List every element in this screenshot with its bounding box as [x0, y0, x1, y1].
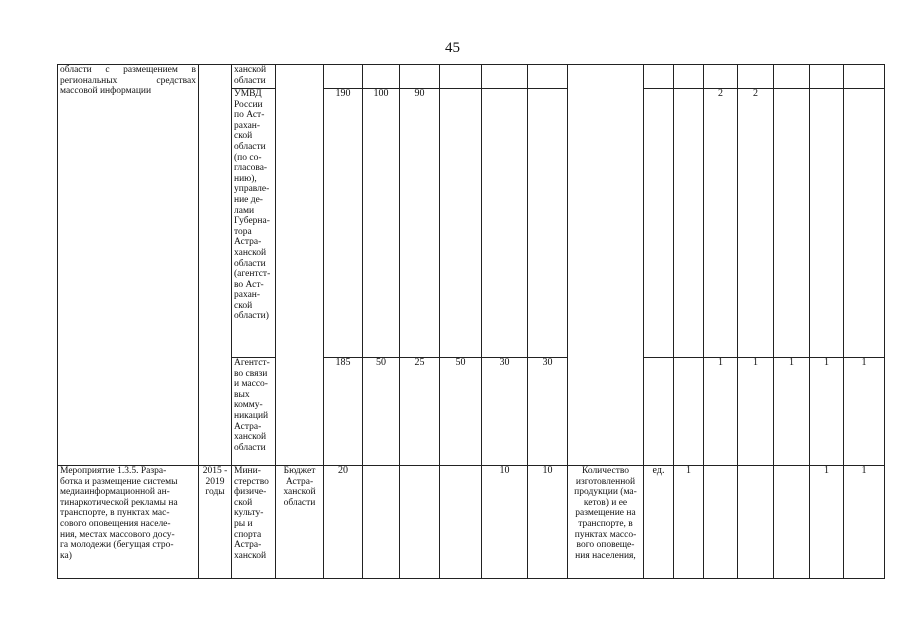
cell-line: ры и — [234, 518, 253, 529]
event-continued-cell: области с размещением в региональных средствах массовой информации — [58, 65, 199, 466]
year-2018-cell: 10 — [482, 466, 528, 579]
ind-2019-cell: 1 — [844, 466, 885, 579]
cell-line: транспорте, в — [578, 518, 633, 529]
indicator-cell — [568, 65, 644, 466]
cell-line: физиче- — [234, 487, 267, 498]
base-cell: 1 — [674, 466, 704, 579]
cell-line: ханской — [283, 487, 316, 498]
ind-2015-cell: 2 — [704, 89, 738, 358]
indicator-cell — [568, 466, 644, 579]
cell-line: ние де- — [234, 194, 263, 205]
ind-2015-cell — [704, 466, 738, 579]
total-cell: 190 — [324, 89, 363, 358]
year-2018-cell — [482, 89, 528, 358]
cell-line: вых — [234, 389, 250, 400]
ind-2016-cell: 2 — [738, 89, 774, 358]
cell-line: 2019 — [205, 476, 225, 487]
cell-line: ханской — [234, 247, 267, 258]
cell-line: нию), — [234, 173, 257, 184]
cell-line: (агентст- — [234, 269, 271, 280]
cell-line: сового оповещения населе- — [60, 518, 171, 529]
unit-cell: ед. — [644, 466, 674, 579]
ind-2017-cell — [774, 89, 810, 358]
cell-line: вого оповеще- — [576, 540, 635, 551]
year-2019-cell: 30 — [528, 358, 568, 466]
cell-line: спорта — [234, 529, 262, 540]
year-2019-cell: 10 — [528, 466, 568, 579]
year-2015-cell: 100 — [363, 89, 400, 358]
ind-2018-cell: 1 — [810, 358, 844, 466]
cell-line: области — [283, 497, 316, 508]
cell-line: ской — [234, 497, 253, 508]
period-cell — [199, 466, 232, 579]
executor-cell: ханской области — [232, 65, 276, 89]
base-cell — [674, 89, 704, 358]
unit-cell — [644, 358, 674, 466]
cell-line: во Аст- — [234, 279, 264, 290]
ind-2016-cell — [738, 466, 774, 579]
ind-2017-cell: 1 — [774, 358, 810, 466]
cell-line: ботка и размещение системы — [60, 476, 178, 487]
cell-line: УМВД — [234, 89, 262, 99]
program-table — [57, 64, 885, 579]
cell-line: области — [234, 141, 266, 152]
year-2016-cell: 90 — [400, 89, 440, 358]
cell-line: никаций — [234, 410, 269, 421]
year-2015-cell — [363, 466, 400, 579]
cell-line: ка) — [60, 550, 72, 561]
cell-line: ния населения, — [575, 550, 636, 561]
cell-line: размещение на — [575, 508, 636, 519]
cell-line: Астра- — [285, 476, 314, 487]
cell-line: комму- — [234, 400, 263, 411]
cell-line: управле- — [234, 184, 270, 195]
event-cell — [58, 466, 199, 579]
cell-line: транспорте, в пунктах мас- — [60, 508, 170, 519]
cell-line: Астра- — [234, 540, 262, 551]
cell-line: стерство — [234, 476, 269, 487]
ind-2016-cell: 1 — [738, 358, 774, 466]
cell-line: и массо- — [234, 379, 268, 390]
cell-line: Агентст- — [234, 358, 270, 368]
cell-line: лами — [234, 205, 255, 216]
executor-cell — [232, 89, 276, 358]
ind-2018-cell: 1 — [810, 466, 844, 579]
cell-line: 2015 - — [202, 466, 228, 476]
page-number: 45 — [445, 40, 460, 56]
cell-line: гласова- — [234, 163, 268, 174]
year-2015-cell: 50 — [363, 358, 400, 466]
cell-line: рахан- — [234, 120, 261, 131]
cell-line: га молодежи (бегущая стро- — [60, 540, 174, 551]
ind-2017-cell — [774, 466, 810, 579]
ind-2015-cell: 1 — [704, 358, 738, 466]
total-cell: 185 — [324, 358, 363, 466]
period-cell — [199, 65, 232, 466]
base-cell — [674, 358, 704, 466]
year-2016-cell — [400, 466, 440, 579]
table-row — [58, 65, 885, 89]
cell-line: Бюджет — [283, 466, 316, 476]
executor-cell — [232, 358, 276, 466]
cell-line: по Аст- — [234, 110, 265, 121]
cell-line: рахан- — [234, 290, 261, 301]
year-2017-cell: 50 — [440, 358, 482, 466]
cell-line: годы — [205, 487, 225, 498]
cell-line: области — [234, 442, 266, 453]
ind-2018-cell — [810, 89, 844, 358]
cell-line: тора — [234, 226, 252, 237]
cell-line: области — [234, 258, 266, 269]
year-2016-cell: 25 — [400, 358, 440, 466]
cell-line: Астра- — [234, 421, 262, 432]
cell-line: ханской — [234, 432, 267, 443]
source-cell — [276, 466, 324, 579]
cell-line: культу- — [234, 508, 264, 519]
cell-line: Количество — [581, 466, 630, 476]
cell-line: ния, местах массового досу- — [60, 529, 175, 540]
cell-line: России — [234, 99, 263, 110]
cell-line: тинаркотической рекламы на — [60, 497, 178, 508]
table-row — [58, 466, 885, 579]
cell-line: продукции (ма- — [574, 487, 637, 498]
year-2018-cell: 30 — [482, 358, 528, 466]
cell-line: Губерна- — [234, 216, 270, 227]
unit-cell — [644, 89, 674, 358]
cell-line: ской — [234, 300, 253, 311]
year-2019-cell — [528, 89, 568, 358]
cell-line: Мероприятие 1.3.5. Разра- — [60, 466, 167, 476]
total-cell: 20 — [324, 466, 363, 579]
cell-line: пунктах массо- — [574, 529, 637, 540]
year-2017-cell — [440, 466, 482, 579]
cell-line: медиаинформационной ан- — [60, 487, 170, 498]
cell-line: Астра- — [234, 237, 262, 248]
cell-line: ханской — [234, 550, 267, 561]
cell-line: области) — [234, 311, 269, 322]
cell-line: ской — [234, 131, 253, 142]
cell-line: Мини- — [234, 466, 261, 476]
cell-line: изготовленной — [575, 476, 636, 487]
executor-cell — [232, 466, 276, 579]
cell-line: во связи — [234, 368, 268, 379]
cell-line: (по со- — [234, 152, 262, 163]
source-cell — [276, 65, 324, 466]
year-2017-cell — [440, 89, 482, 358]
ind-2019-cell — [844, 89, 885, 358]
cell-line: кетов) и ее — [583, 497, 628, 508]
ind-2019-cell: 1 — [844, 358, 885, 466]
